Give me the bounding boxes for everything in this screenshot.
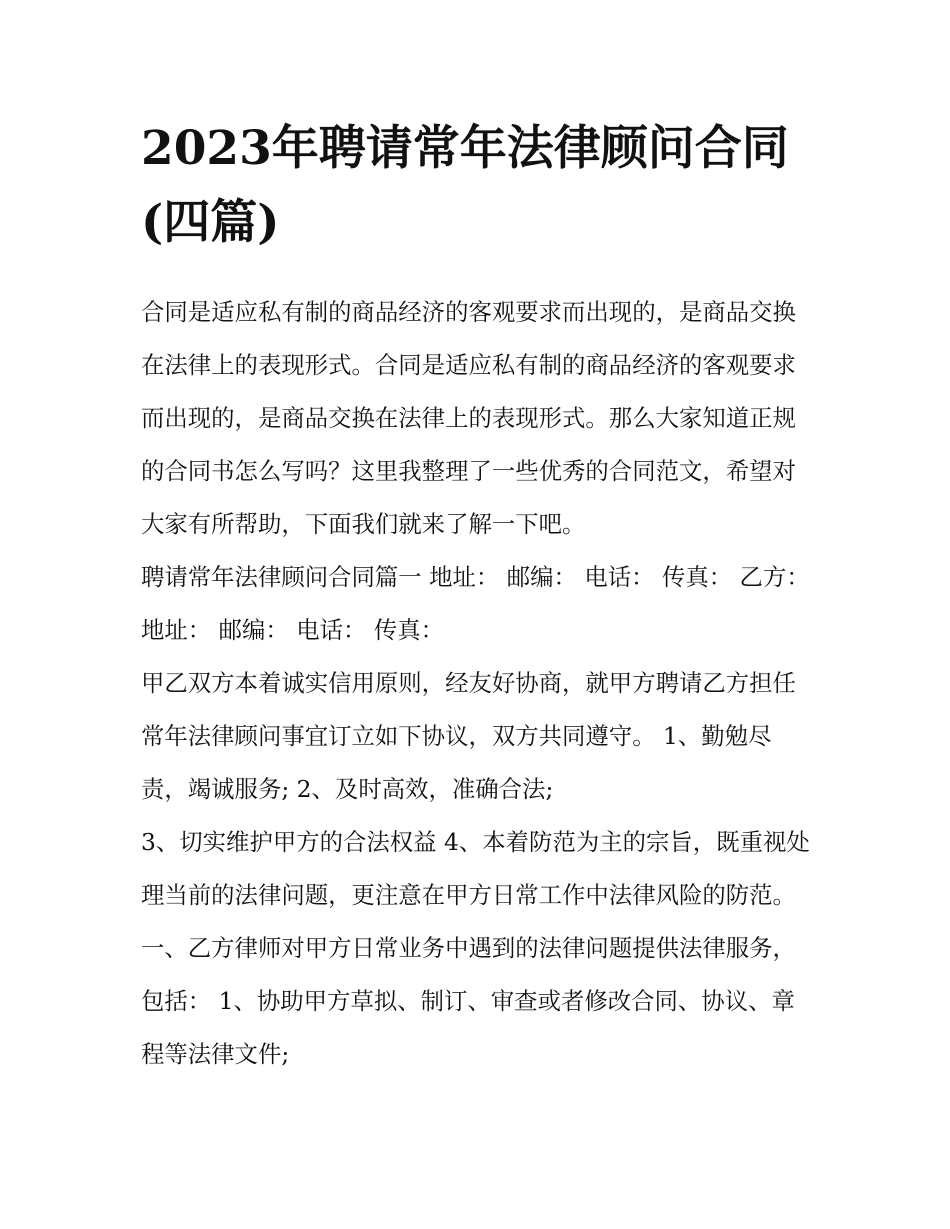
paragraph-service-scope: 一、乙方律师对甲方日常业务中遇到的法律问题提供法律服务，包括： 1、协助甲方草拟、制订、审查或者修改合同、协议、章程等法律文件; xyxy=(141,934,796,1068)
paragraph-principles: 甲乙双方本着诚实信用原则，经友好协商，就甲方聘请乙方担任常年法律顾问事宜订立如下协议，双方共同遵守。 1、勤勉尽责，竭诚服务; 2、及时高效，准确合法; xyxy=(141,669,796,803)
paragraph-intro: 合同是适应私有制的商品经济的客观要求而出现的，是商品交换在法律上的表现形式。合同是适应私有制的商品经济的客观要求而出现的，是商品交换在法律上的表现形式。那么大家知道正规的合同书怎么写吗？这里我整理了一些优秀的合同范文，希望对大家有所帮助，下面我们就来了解一下吧。 xyxy=(141,298,796,538)
document-title: 2023年聘请常年法律顾问合同(四篇) xyxy=(141,121,789,250)
paragraph-parties: 聘请常年法律顾问合同篇一 地址： 邮编： 电话： 传真： 乙方： 地址： 邮编： 电话： 传真： xyxy=(141,563,810,644)
paragraph-principles-continued: 3、切实维护甲方的合法权益 4、本着防范为主的宗旨，既重视处理当前的法律问题，更注意在甲方日常工作中法律风险的防范。 xyxy=(141,828,810,909)
document-body xyxy=(141,112,813,1081)
